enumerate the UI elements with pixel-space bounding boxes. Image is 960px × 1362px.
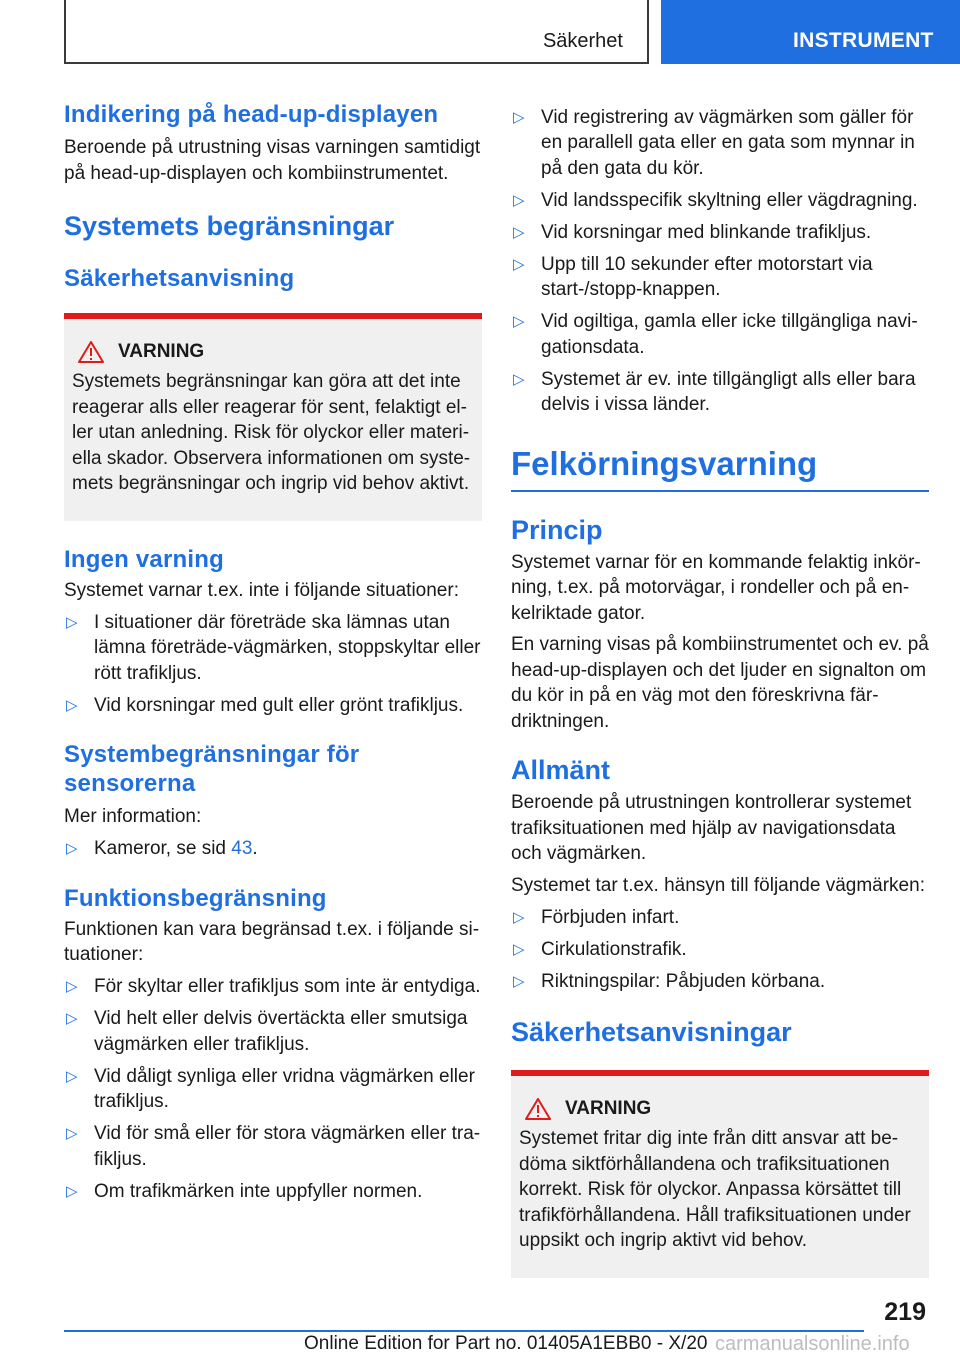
heading-sakerhetsanvisning: Säkerhetsanvisning (64, 265, 295, 292)
bullet-triangle-icon: ▷ (66, 978, 78, 995)
header-chapter-tab: INSTRUMENT (661, 0, 960, 64)
bullet-triangle-icon: ▷ (513, 972, 525, 990)
para-allmant-1: Beroende på utrustningen kontrollerar systemet trafiksituationen med hjälp av navigationsdata och vägmärken. (511, 792, 912, 864)
list-item: ▷ Vid dåligt synliga eller vridna vägmärken eller trafikljus. (66, 1065, 475, 1112)
chapter-heading-underline (511, 444, 929, 492)
list-item: ▷ Vid landsspecifik skyltning eller vägdragning. (511, 188, 929, 214)
heading-sensor-limits: Systembegränsningar för sensorerna (64, 741, 360, 797)
para-princip-2: En varning visas på kombiinstrumentet och ev. på head-up-displayen och det ljuder en signalton om du kör in på en väg mot den föreskrivna färdriktningen. (511, 634, 929, 732)
para-sensor: Mer information: (64, 806, 202, 827)
bullet-triangle-icon: ▷ (66, 696, 78, 714)
heading-funktionsbegransning: Funktionsbegränsning (64, 884, 327, 912)
heading-princip: Princip (511, 514, 603, 545)
list-item: ▷ Förbjuden infart. (511, 905, 929, 931)
warning-triangle-icon (78, 341, 104, 363)
page-number: 219 (884, 1298, 926, 1326)
right-column (511, 100, 929, 1278)
footer-watermark: carmanualsonline.info (715, 1333, 910, 1355)
warning-text: Systemets begränsningar kan göra att det inte reagerar alls eller reagerar för sent, felaktigt eller utan anledning. Risk för olyckor eller materiella skador. Observera informationen om systemets begränsningar och ingrip vid behov aktivt. (72, 371, 471, 494)
bullet-triangle-icon: ▷ (66, 840, 78, 857)
list-item: ▷ Vid ogiltiga, gamla eller icke tillgängliga navigationsdata. (513, 311, 918, 358)
list-ingen-varning (64, 610, 482, 719)
bullet-triangle-icon: ▷ (66, 1010, 78, 1027)
heading-ingen-varning: Ingen varning (64, 545, 224, 573)
bullet-triangle-icon: ▷ (513, 108, 525, 126)
bullet-triangle-icon: ▷ (513, 370, 525, 388)
bullet-triangle-icon: ▷ (513, 908, 525, 926)
header-section-title: Säkerhet (542, 30, 623, 52)
bullet-triangle-icon: ▷ (513, 313, 525, 330)
bullet-triangle-icon: ▷ (66, 1125, 78, 1142)
left-column (64, 100, 482, 1204)
list-item: ▷ Vid registrering av vägmärken som gäller för en parallell gata eller en gata som mynnar in på den gata du kör. (513, 106, 915, 179)
bullet-triangle-icon: ▷ (513, 940, 525, 958)
heading-indikering: Indikering på head-up-displayen (64, 101, 439, 128)
para-indikering: Beroende på utrustning visas varningen samtidigt på head-up-displayen och kombiinstrumentet. (64, 137, 481, 184)
bullet-triangle-icon: ▷ (66, 613, 78, 631)
warning-title: VARNING (565, 1098, 652, 1119)
list-item: ▷ Vid för små eller för stora vägmärken eller trafikljus. (66, 1123, 481, 1170)
list-item: ▷ Om trafikmärken inte uppfyller normen. (64, 1179, 482, 1205)
para-princip-1: Systemet varnar för en kommande felaktig inkörning, t.ex. på motorvägar, i rondeller och på enkelriktade gator. (511, 551, 921, 624)
heading-systemets-begransningar: Systemets begränsningar (64, 211, 395, 241)
page-link-43[interactable]: 43 (231, 838, 253, 859)
list-sensor (64, 836, 482, 862)
para-ingen-varning: Systemet varnar t.ex. inte i följande situationer: (64, 579, 459, 601)
para-allmant-2: Systemet tar t.ex. hänsyn till följande vägmärken: (511, 874, 925, 896)
heading-allmant: Allmänt (511, 755, 611, 785)
heading-sakerhetsanvisningar: Säkerhetsanvisningar (511, 1017, 792, 1047)
para-funktion: Funktionen kan vara begränsad t.ex. i följande situationer: (64, 918, 480, 965)
list-item: ▷ Systemet är ev. inte tillgängligt alls eller bara delvis i vissa länder. (513, 368, 916, 415)
footer-divider (64, 1330, 864, 1332)
heading-felkorningsvarning: Felkörningsvarning (511, 444, 818, 482)
list-allmant (511, 905, 929, 995)
bullet-triangle-icon: ▷ (66, 1067, 78, 1085)
warning-box (511, 1070, 929, 1278)
list-funktion (64, 974, 482, 1204)
warning-text: Systemet fritar dig inte från ditt ansvar att bedöma siktförhållandena och trafiksituationen korrekt. Risk för olyckor. Anpassa körsättet till trafikförhållandena. Håll trafiksituationen under uppsikt och ingrip aktivt vid behov. (519, 1128, 911, 1251)
list-item: ▷ Kameror, se sid 43. (64, 836, 482, 862)
list-item: ▷ Vid korsningar med gult eller grönt trafikljus. (64, 693, 482, 719)
list-limitations-continued (511, 105, 929, 418)
warning-title: VARNING (118, 341, 205, 362)
warning-triangle-icon (525, 1098, 551, 1120)
bullet-triangle-icon: ▷ (513, 223, 525, 241)
list-item: ▷ Vid helt eller delvis övertäckta eller smutsiga vägmärken eller trafikljus. (66, 1008, 468, 1055)
footer-edition: Online Edition for Part no. 01405A1EBB0 - X/20 (304, 1333, 708, 1354)
list-item: ▷ För skyltar eller trafikljus som inte är entydiga. (64, 974, 482, 1000)
warning-box (64, 313, 482, 521)
list-item: ▷ Upp till 10 sekunder efter motorstart via start-/stopp-knappen. (513, 253, 873, 300)
bullet-triangle-icon: ▷ (513, 255, 525, 273)
list-item: ▷ I situationer där företräde ska lämnas utan lämna företräde-vägmärken, stoppskyltar eller rött trafikljus. (66, 611, 481, 684)
header-section-box (64, 0, 649, 64)
bullet-triangle-icon: ▷ (66, 1182, 78, 1200)
list-item: ▷ Riktningspilar: Påbjuden körbana. (511, 969, 929, 995)
bullet-triangle-icon: ▷ (513, 191, 525, 209)
list-item: ▷ Cirkulationstrafik. (511, 937, 929, 963)
list-item: ▷ Vid korsningar med blinkande trafikljus. (511, 220, 929, 246)
